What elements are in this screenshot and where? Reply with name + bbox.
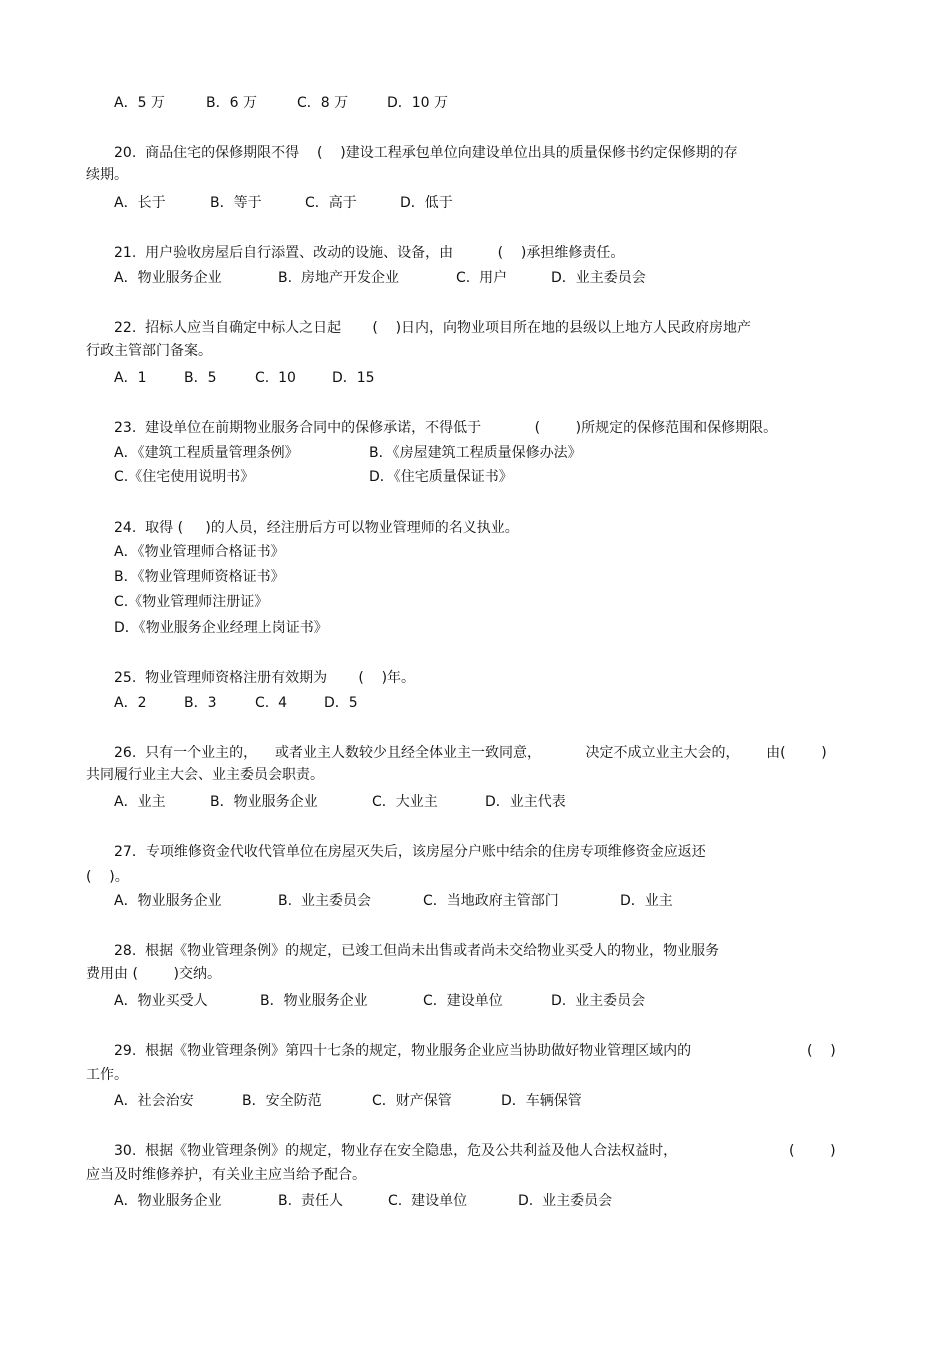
question-text: 20. 商品住宅的保修期限不得 ( )建设工程承包单位向建设单位出具的质量保修书约定保修期的存 (114, 145, 738, 161)
option-c: C. 10 (255, 370, 296, 386)
option-b: B. 责任人 (278, 1193, 343, 1209)
option-d: D．业主委员会 (551, 270, 646, 286)
question-text: 22. 招标人应当自确定中标人之日起 ( )日内，向物业项目所在地的县级以上地方人民政府房地产 (114, 320, 752, 336)
option-c: C．财产保管 (372, 1093, 452, 1109)
option-a: A．物业服务企业 (114, 893, 222, 909)
option-b: B．《房屋建筑工程质量保修办法》 (369, 445, 582, 461)
question-text-continued: 工作。 (86, 1067, 128, 1083)
option-a: A．业主 (114, 794, 166, 810)
option-d: D．《住宅质量保证书》 (369, 469, 513, 485)
option-d: D．低于 (400, 195, 453, 211)
question-text-continued: 行政主管部门备案。 (86, 343, 212, 359)
question-text-continued: 应当及时维修养护，有关业主应当给予配合。 (86, 1167, 366, 1183)
option-d: D．业主代表 (485, 794, 566, 810)
option-d: D. 业主委员会 (551, 993, 646, 1009)
option-c: C. 4 (255, 695, 288, 711)
question-text: 29. 根据《物业管理条例》第四十七条的规定，物业服务企业应当协助做好物业管理区域内的 (114, 1043, 692, 1059)
option-c: C.《物业管理师注册证》 (114, 594, 269, 610)
option-b: B．等于 (210, 195, 262, 211)
option-b: B．物业服务企业 (210, 794, 318, 810)
option-b: B．物业服务企业 (260, 993, 368, 1009)
option-d: D．《物业服务企业经理上岗证书》 (114, 620, 328, 636)
option-a: A．《物业管理师合格证书》 (114, 544, 285, 560)
question-text-continued: ( )。 (86, 869, 129, 885)
option-c: C. 用户 (456, 270, 508, 286)
option-a: A．5 万 (114, 95, 165, 111)
option-c: C．大业主 (372, 794, 438, 810)
option-a: A．物业买受人 (114, 993, 208, 1009)
option-b: B. 房地产开发企业 (278, 270, 399, 286)
question-text-continued: 共同履行业主大会、业主委员会职责。 (86, 767, 324, 783)
option-b: B．安全防范 (242, 1093, 322, 1109)
option-b: B．5 (184, 370, 217, 386)
question-text-continued: 续期。 (86, 167, 128, 183)
option-b: B．《物业管理师资格证书》 (114, 569, 285, 585)
question-text-continued: 费用由 ( )交纳。 (86, 966, 221, 982)
option-a: A．长于 (114, 195, 166, 211)
option-c: C．8 万 (297, 95, 349, 111)
option-a: A．1 (114, 370, 147, 386)
option-a: A．物业服务企业 (114, 1193, 222, 1209)
option-d: D．15 (332, 370, 375, 386)
answer-blank: ( ) (789, 1143, 836, 1159)
option-a: A．《建筑工程质量管理条例》 (114, 445, 299, 461)
option-b: B．6 万 (206, 95, 257, 111)
question-text: 24. 取得 ( )的人员，经注册后方可以物业管理师的名义执业。 (114, 520, 519, 536)
option-a: A．物业服务企业 (114, 270, 222, 286)
option-d: D．车辆保管 (501, 1093, 582, 1109)
answer-blank: ( ) (807, 1043, 836, 1059)
option-c: C．建设单位 (423, 993, 503, 1009)
question-text: 21. 用户验收房屋后自行添置、改动的设施、设备，由 ( )承担维修责任。 (114, 245, 625, 261)
option-c: C. 建设单位 (388, 1193, 468, 1209)
option-d: D. 业主委员会 (518, 1193, 613, 1209)
option-c: C．当地政府主管部门 (423, 893, 559, 909)
question-text: 23. 建设单位在前期物业服务合同中的保修承诺，不得低于 ( )所规定的保修范围和保修期限。 (114, 420, 778, 436)
option-a: A．社会治安 (114, 1093, 194, 1109)
question-text: 28. 根据《物业管理条例》的规定，已竣工但尚未出售或者尚未交给物业买受人的物业，物业服务 (114, 943, 720, 959)
question-text: 26. 只有一个业主的， 或者业主人数较少且经全体业主一致同意， 决定不成立业主大会的， 由( ) (114, 745, 827, 761)
option-d: D．10 万 (387, 95, 449, 111)
question-text: 27．专项维修资金代收代管单位在房屋灭失后，该房屋分户账中结余的住房专项维修资金应返还 (114, 844, 706, 860)
option-a: A．2 (114, 695, 147, 711)
question-text: 30. 根据《物业管理条例》的规定，物业存在安全隐患，危及公共利益及他人合法权益时， (114, 1143, 678, 1159)
option-d: D．业主 (620, 893, 673, 909)
question-text: 25. 物业管理师资格注册有效期为 ( )年。 (114, 670, 416, 686)
option-c: C.《住宅使用说明书》 (114, 469, 255, 485)
option-c: C．高于 (305, 195, 357, 211)
option-b: B．3 (184, 695, 217, 711)
option-d: D．5 (324, 695, 358, 711)
option-b: B. 业主委员会 (278, 893, 371, 909)
